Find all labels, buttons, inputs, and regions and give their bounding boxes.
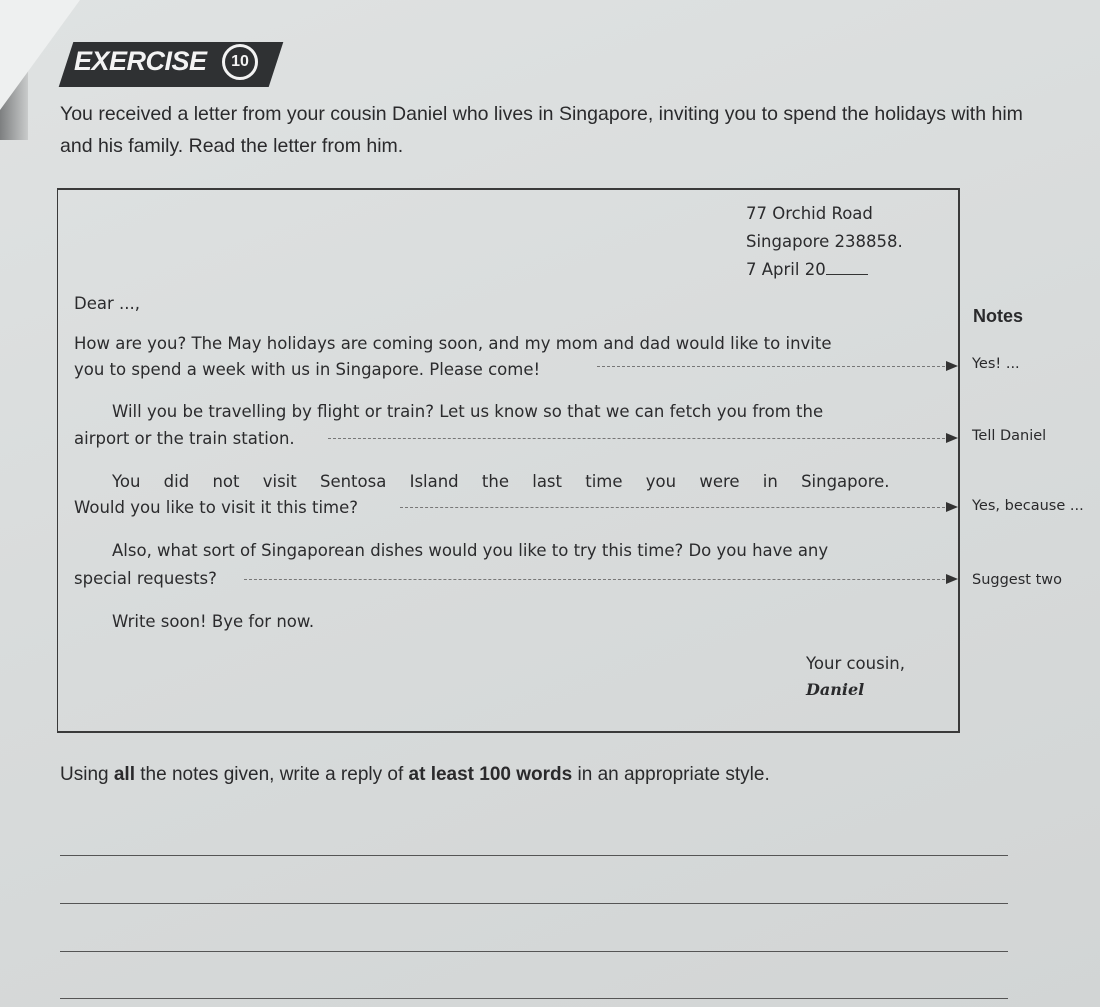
signature: Daniel: [806, 680, 865, 699]
connector-line: [400, 507, 945, 508]
connector-line: [597, 366, 945, 367]
letter-line: Would you like to visit it this time?: [74, 498, 359, 517]
arrow-icon: [946, 433, 958, 443]
note-item: Yes, because ...: [972, 498, 1084, 514]
letter-date: [746, 260, 868, 279]
writing-line[interactable]: [60, 951, 1008, 952]
task-instruction: [60, 764, 770, 786]
connector-line: [244, 579, 945, 580]
letter-line: Also, what sort of Singaporean dishes would you like to try this time? Do you have any: [112, 541, 829, 560]
arrow-icon: [946, 502, 958, 512]
task-text: the notes given, write a reply of: [134, 764, 409, 785]
closing: Write soon! Bye for now.: [112, 612, 315, 631]
notes-title: Notes: [973, 306, 1024, 326]
note-item: Suggest two: [972, 572, 1062, 588]
signoff: Your cousin,: [806, 654, 905, 673]
letter-line: [74, 472, 930, 491]
writing-line[interactable]: [60, 903, 1008, 904]
note-item: Yes! ...: [972, 356, 1020, 372]
address-line: 77 Orchid Road: [746, 204, 873, 223]
letter-line: Will you be travelling by flight or train? Let us know so that we can fetch you from the: [112, 402, 824, 421]
writing-line[interactable]: [60, 998, 1008, 999]
arrow-icon: [946, 361, 958, 371]
connector-line: [328, 438, 945, 439]
task-text: Using: [60, 764, 114, 785]
exercise-number: 10: [222, 44, 258, 80]
arrow-icon: [946, 574, 958, 584]
letter-line: special requests?: [74, 569, 217, 588]
writing-line[interactable]: [60, 855, 1008, 856]
date-text: 7 April 20: [746, 260, 826, 279]
letter-line: airport or the train station.: [74, 429, 295, 448]
task-emphasis: at least 100 words: [408, 764, 573, 785]
letter-line-text: You did not visit Sentosa Island the last time you were in Singapore.: [112, 472, 890, 491]
letter-line: How are you? The May holidays are coming soon, and my mom and dad would like to invite: [74, 334, 832, 353]
note-item: Tell Daniel: [972, 428, 1047, 444]
letter-line: you to spend a week with us in Singapore. Please come!: [74, 360, 541, 379]
task-text: in an appropriate style.: [572, 764, 770, 785]
date-blank: [826, 274, 868, 275]
greeting: Dear ...,: [74, 294, 140, 313]
task-emphasis: all: [113, 764, 135, 785]
address-line: Singapore 238858.: [746, 232, 903, 251]
exercise-label: EXERCISE: [74, 46, 207, 76]
intro-text: You received a letter from your cousin Daniel who lives in Singapore, inviting you to spend the holidays with him and his family. Read the letter from him.: [60, 103, 1023, 157]
